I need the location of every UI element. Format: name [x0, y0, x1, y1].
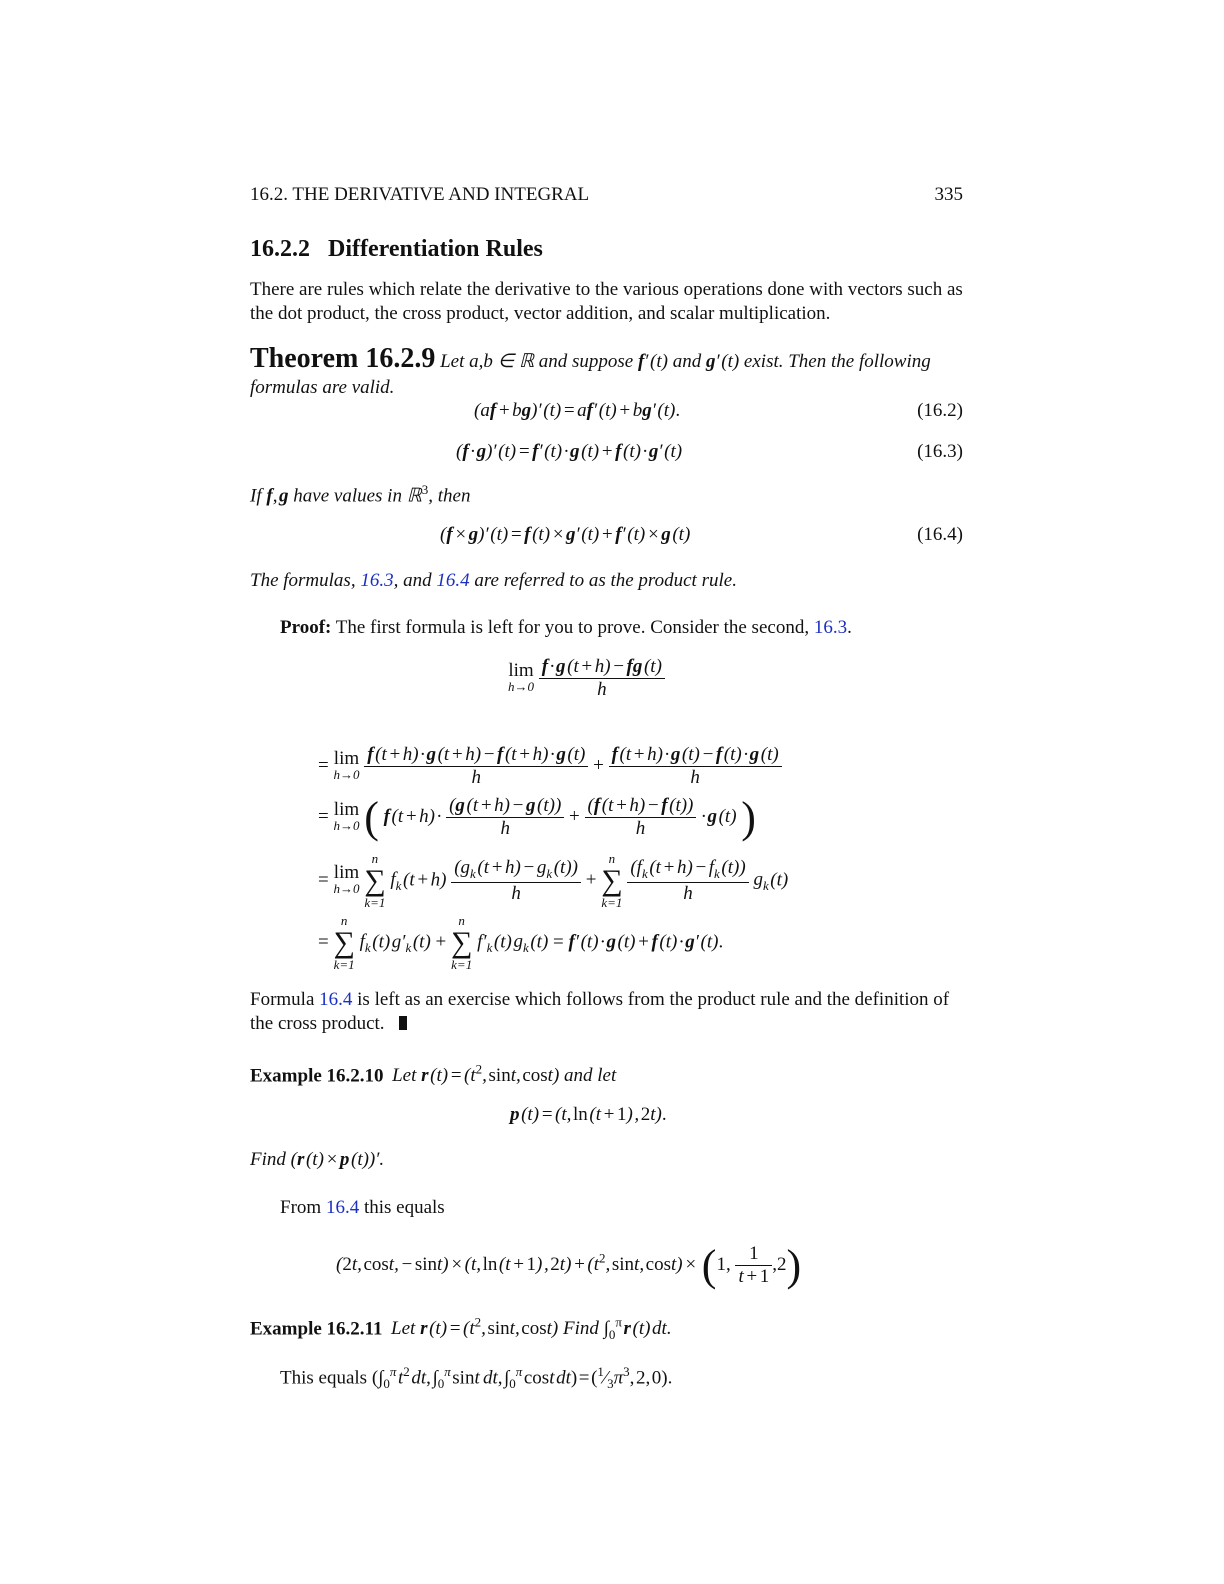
qed-symbol [399, 1016, 407, 1030]
theorem-remark [250, 569, 963, 593]
condition-text: have values in ℝ [293, 485, 422, 507]
from-text-b: this equals [359, 1197, 445, 1218]
ref-link-16-3[interactable]: 16.3 [360, 570, 394, 591]
running-head-title: 16.2. THE DERIVATIVE AND INTEGRAL [250, 184, 590, 205]
running-head [250, 184, 963, 206]
ref-link-16-4[interactable]: 16.4 [436, 570, 470, 591]
condition-then: , then [428, 485, 471, 507]
example-16-2-10: Example 16.2.10 Let r (t) = ($t^2$, sint, cost) and let [250, 1062, 617, 1087]
remark-text-b: , and [393, 570, 437, 591]
ref-link-16-3-proof[interactable]: 16.3 [813, 617, 848, 638]
proof-paragraph [250, 616, 963, 640]
page-number: 335 [934, 184, 963, 205]
intro-paragraph: There are rules which relate the derivative to the various operations done with vectors such as the dot product, the cross product, vector addition, and scalar multiplication. [250, 279, 963, 324]
ref-link-16-4-closing[interactable]: 16.4 [319, 989, 353, 1010]
remark-text-a: The formulas, [250, 570, 361, 591]
remark-text-c: are referred to as the product rule. [469, 570, 737, 591]
example1-find: Find [250, 1149, 286, 1170]
example2-answer-prefix: This equals [280, 1367, 368, 1389]
proof-closing [250, 988, 963, 1036]
example2-find: Find [562, 1318, 599, 1340]
example1-from [250, 1196, 963, 1220]
section-title: Differentiation Rules [328, 236, 543, 262]
document-page: 16.2. THE DERIVATIVE AND INTEGRAL 335 16.2.2 Differentiation Rules There are rules which relate the derivative to the various operations done with vectors such as the dot product, the cross product, vector addition, and scalar multiplication. Theorem 16.2.9 Let a,b ∈ ℝ and suppose f′ (t) and g′ (t) exist. Then the following formulas are valid. (af + bg)′ (t) = af′ (t) + bg′ (t). (16.2) (f · g)′ (t) = f′ (t) · g (t) + f (t) · g′ (t) (16.3) If f, g have values in ℝ$^3$, then (f × g)′ (t) = f (t) × g′ (t) + f′ (t) × g (t) (16.4) The formulas, 16.3, and 16.4 are referred to as the product rule. Proof: The first formula is left for you to prove. Consider the second, 16.3. lim h→0 $\frac{f \cdot g (t + h) - fg (t)}{h}$ = lim h→0 $\frac{f (t + h) \cdot g (t + h) - f (t + h) \cdot g (t)}{h}$ + $\frac{f (t + h) \cdot g (t) - f (t) \cdot g (t)}{h}$ = lim h→0 ( f (t + h) · $\frac{(g (t + h) - g (t))}{h}$ + $\frac{(f (t + h) - f (t))}{h}$ · g (t) ) = lim h→0 n ∑ k=1 $f_k$ (t + h) $\frac{(g_k (t + h) - g_k (t))}{h}$ + n ∑ k=1 $\frac{(f_k (t + h) - f_k (t))}{h}$ $g_k$ (t) = n ∑ k=1 $f_k$ (t) $g'_k$ (t) + n ∑ k=1 $f'_k$ (t) $g_k$ (t) = f′ (t) · g (t) + f (t) · g′ (t). Formula 16.4 is left as an exercise which follows from the product rule and the definition of the cross product. Example 16.2.10 Let r (t) = ($t^2$, sint, cost) and let p (t) = (t, ln (t + 1) , 2t). Find (r (t) × p (t))′. From 16.4 this equals (2t, cost, − sint) × (t, ln (t + 1) , 2t) + ($t^2$, sint, cost) × (1, $\frac{1}{t + 1}$ ,2) Example 16.2.11 Let r (t) = ($t^2$, sint, cost) Find $\int_0^\pi$ r (t) dt. This equals ($\int_0^\pi$ $t^2$ dt, $\int_0^\pi$ sint dt, $\int_0^\pi$ cost dt) = ($^1⁄_3\pi^3$, 2, 0). [250, 0, 963, 1584]
closing-text-a: Formula [250, 989, 320, 1010]
proof-text-end: . [847, 617, 852, 638]
label-16-2: (16.2) [917, 400, 963, 421]
theorem-statement: Theorem 16.2.9 Let a,b ∈ ℝ and suppose f′ (t) and g′ (t) exist. Then the following formulas are valid. [250, 343, 931, 398]
label-16-3: (16.3) [917, 441, 963, 462]
section-number: 16.2.2 [250, 236, 310, 262]
section-heading [250, 236, 543, 263]
proof-text: The first formula is left for you to prove. Consider the second, [331, 617, 814, 638]
theorem-condition: If f, g have values in ℝ$^3$, then [250, 482, 471, 507]
theorem-text-a: Let a,b ∈ ℝ and suppose [440, 351, 638, 372]
closing-text-b: is left as an exercise which follows from the product rule and the definition of the cross product. [250, 989, 950, 1034]
example2-answer: This equals ($\int_0^\pi$ $t^2$ dt, $\int_0^\pi$ sint dt, $\int_0^\pi$ cost dt) = ($^1⁄_3\pi^3$, 2, 0). [280, 1364, 673, 1392]
from-text-a: From [280, 1197, 326, 1218]
example1-question: Find (r (t) × p (t))′. [250, 1149, 385, 1170]
example1-title: Example 16.2.10 [250, 1065, 384, 1087]
ref-link-16-4-example[interactable]: 16.4 [325, 1197, 360, 1218]
example2-title: Example 16.2.11 [250, 1318, 383, 1340]
theorem-title: Theorem 16.2.9 [250, 343, 436, 374]
label-16-4: (16.4) [917, 524, 963, 545]
theorem-text-b: exist. Then the following formulas are valid. [250, 351, 931, 398]
proof-label: Proof: [280, 617, 332, 638]
example-16-2-11: Example 16.2.11 Let r (t) = ($t^2$, sint, cost) Find $\int_0^\pi$ r (t) dt. [250, 1315, 672, 1343]
